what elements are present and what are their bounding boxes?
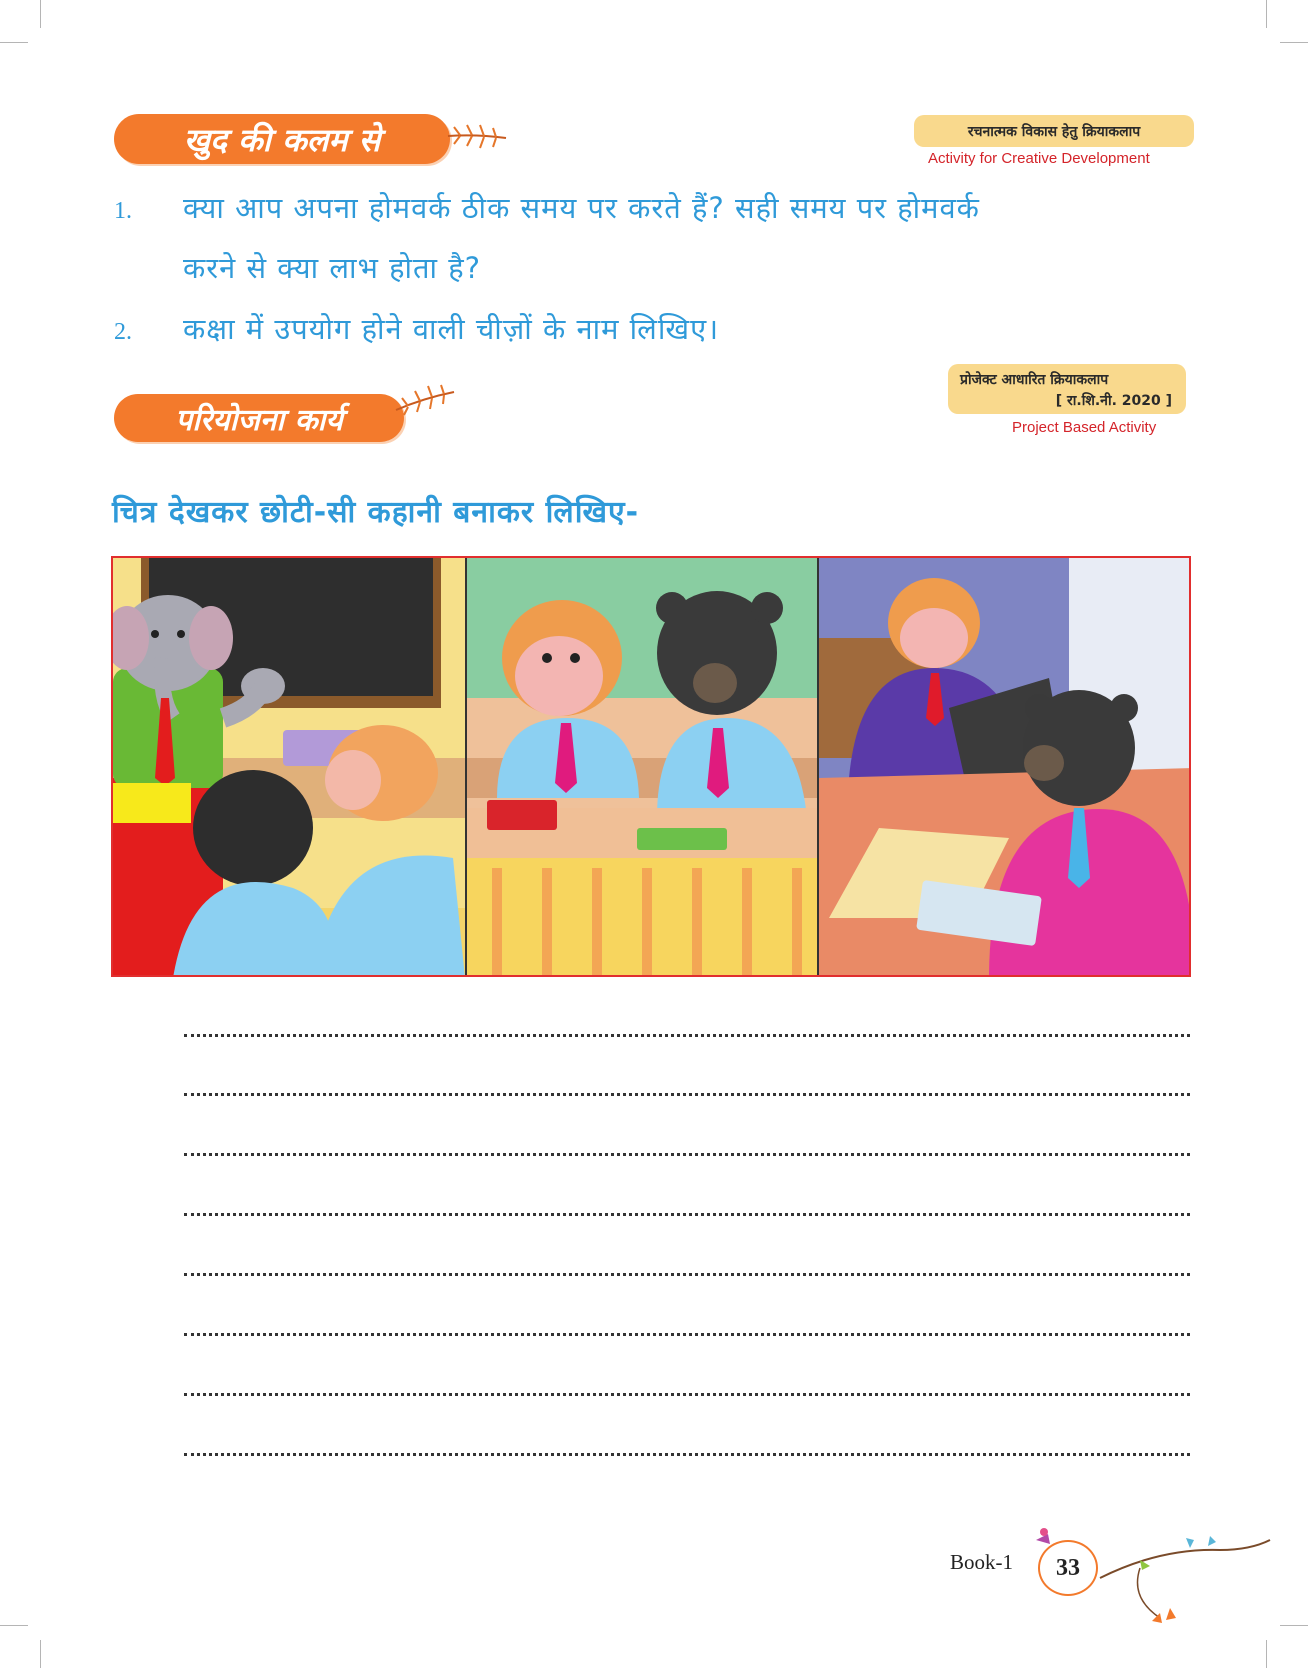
book-label: Book-1 [950,1550,1013,1574]
activity-tag-creative: रचनात्मक विकास हेतु क्रियाकलाप [914,115,1194,147]
sprig-icon [394,382,458,422]
illustration-panel-studying [465,558,817,975]
page-number: 33 [1038,1540,1098,1596]
writing-line[interactable] [184,1153,1190,1156]
crop-mark [0,1625,28,1626]
question-text: क्या आप अपना होमवर्क ठीक समय पर करते हैं? सही समय पर होमवर्क [183,191,980,225]
writing-line[interactable] [184,1034,1190,1037]
crop-mark [40,0,41,28]
writing-line[interactable] [184,1393,1190,1396]
question-text: करने से क्या लाभ होता है? [183,251,482,285]
question-number: 2. [114,319,132,345]
crop-mark [1266,0,1267,28]
floral-vine-icon [1030,1518,1280,1628]
illustration-frame [111,556,1191,977]
writing-line[interactable] [184,1213,1190,1216]
crop-mark [40,1640,41,1668]
writing-line[interactable] [184,1333,1190,1336]
activity-tag-project-english: Project Based Activity [1012,419,1157,436]
activity-tag-project [948,364,1186,414]
question-number: 1. [114,198,132,224]
question-text: कक्षा में उपयोग होने वाली चीज़ों के नाम लिखिए। [183,312,720,346]
instruction-heading: चित्र देखकर छोटी-सी कहानी बनाकर लिखिए- [112,495,640,530]
writing-line[interactable] [184,1273,1190,1276]
writing-line[interactable] [184,1093,1190,1096]
sprig-icon [446,116,510,156]
section-title-pariyojana-karya: परियोजना कार्य [114,394,404,442]
crop-mark [1266,1640,1267,1668]
crop-mark [1280,42,1308,43]
crop-mark [0,42,28,43]
crop-mark [1280,1625,1308,1626]
illustration-panel-classroom [113,558,465,975]
writing-line[interactable] [184,1453,1190,1456]
activity-tag-creative-english: Activity for Creative Development [928,150,1150,167]
illustration-panel-office [817,558,1191,975]
section-title-khud-ki-kalam-se: खुद की कलम से [114,114,450,164]
activity-tag-project-line1: प्रोजेक्ट आधारित क्रियाकलाप [960,372,1109,388]
activity-tag-project-line2: [ रा.शि.नी. 2020 ] [1055,393,1172,409]
